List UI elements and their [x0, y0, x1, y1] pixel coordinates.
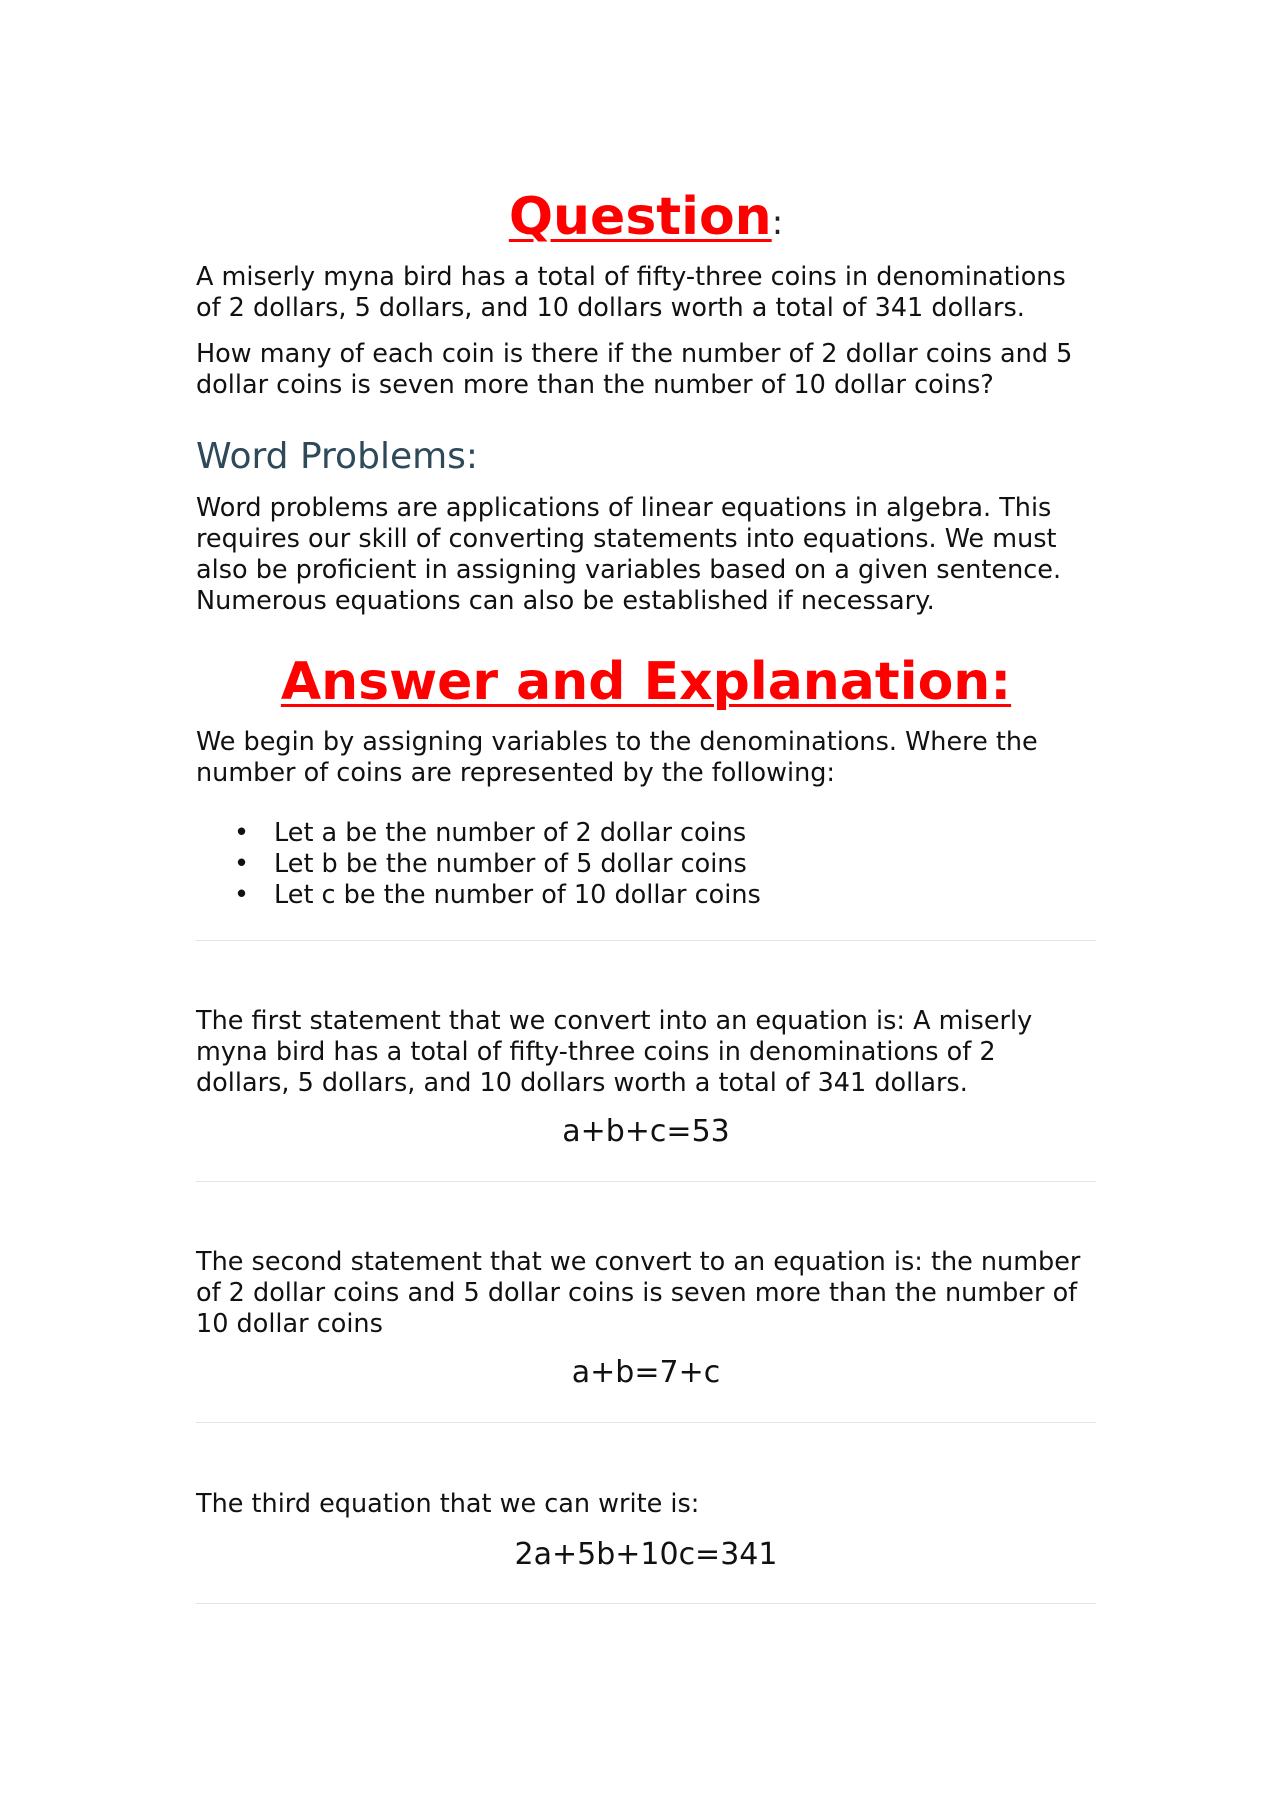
equation-1: a+b+c=53 — [562, 1114, 730, 1149]
equation-2: a+b=7+c — [571, 1355, 721, 1390]
question-title-colon: : — [771, 203, 784, 243]
word-problems-paragraph: Word problems are applications of linear equations in algebra. This requires our skill of converting statements into equations. We must also be proficient in assigning variables based on a given sentence. Numerous equations can also be established if necessary. — [196, 493, 1062, 616]
list-item-text: Let b be the number of 5 dollar coins — [274, 849, 747, 879]
list-item — [234, 880, 761, 911]
answer-intro-paragraph: We begin by assigning variables to the denominations. Where the number of coins are represented by the following: — [196, 727, 1038, 788]
section-divider — [196, 1181, 1096, 1182]
step-3-paragraph: The third equation that we can write is: — [196, 1489, 700, 1519]
bullet-icon: • — [234, 849, 250, 879]
section-divider — [196, 1603, 1096, 1604]
question-title — [196, 185, 1096, 255]
question-title-text: Question — [508, 187, 772, 247]
bullet-icon: • — [234, 818, 250, 848]
section-divider — [196, 1422, 1096, 1423]
variable-list — [234, 818, 761, 911]
answer-title: Answer and Explanation: — [280, 652, 1012, 712]
question-paragraph-2: How many of each coin is there if the number of 2 dollar coins and 5 dollar coins is seven more than the number of 10 dollar coins? — [196, 339, 1073, 400]
list-item-text: Let c be the number of 10 dollar coins — [274, 880, 761, 910]
step-1-paragraph: The first statement that we convert into an equation is: A miserly myna bird has a total of fifty-three coins in denominations of 2 dollars, 5 dollars, and 10 dollars worth a total of 341 dollars. — [196, 1006, 1033, 1098]
section-divider — [196, 940, 1096, 941]
bullet-icon: • — [234, 880, 250, 910]
list-item — [234, 818, 761, 849]
list-item — [234, 849, 761, 880]
word-problems-heading: Word Problems: — [196, 436, 479, 477]
list-item-text: Let a be the number of 2 dollar coins — [274, 818, 747, 848]
equation-3: 2a+5b+10c=341 — [514, 1537, 778, 1572]
question-paragraph-1: A miserly myna bird has a total of fifty-three coins in denominations of 2 dollars, 5 dollars, and 10 dollars worth a total of 341 dollars. — [196, 262, 1066, 323]
step-2-paragraph: The second statement that we convert to an equation is: the number of 2 dollar coins and 5 dollar coins is seven more than the number of 10 dollar coins — [196, 1247, 1081, 1339]
